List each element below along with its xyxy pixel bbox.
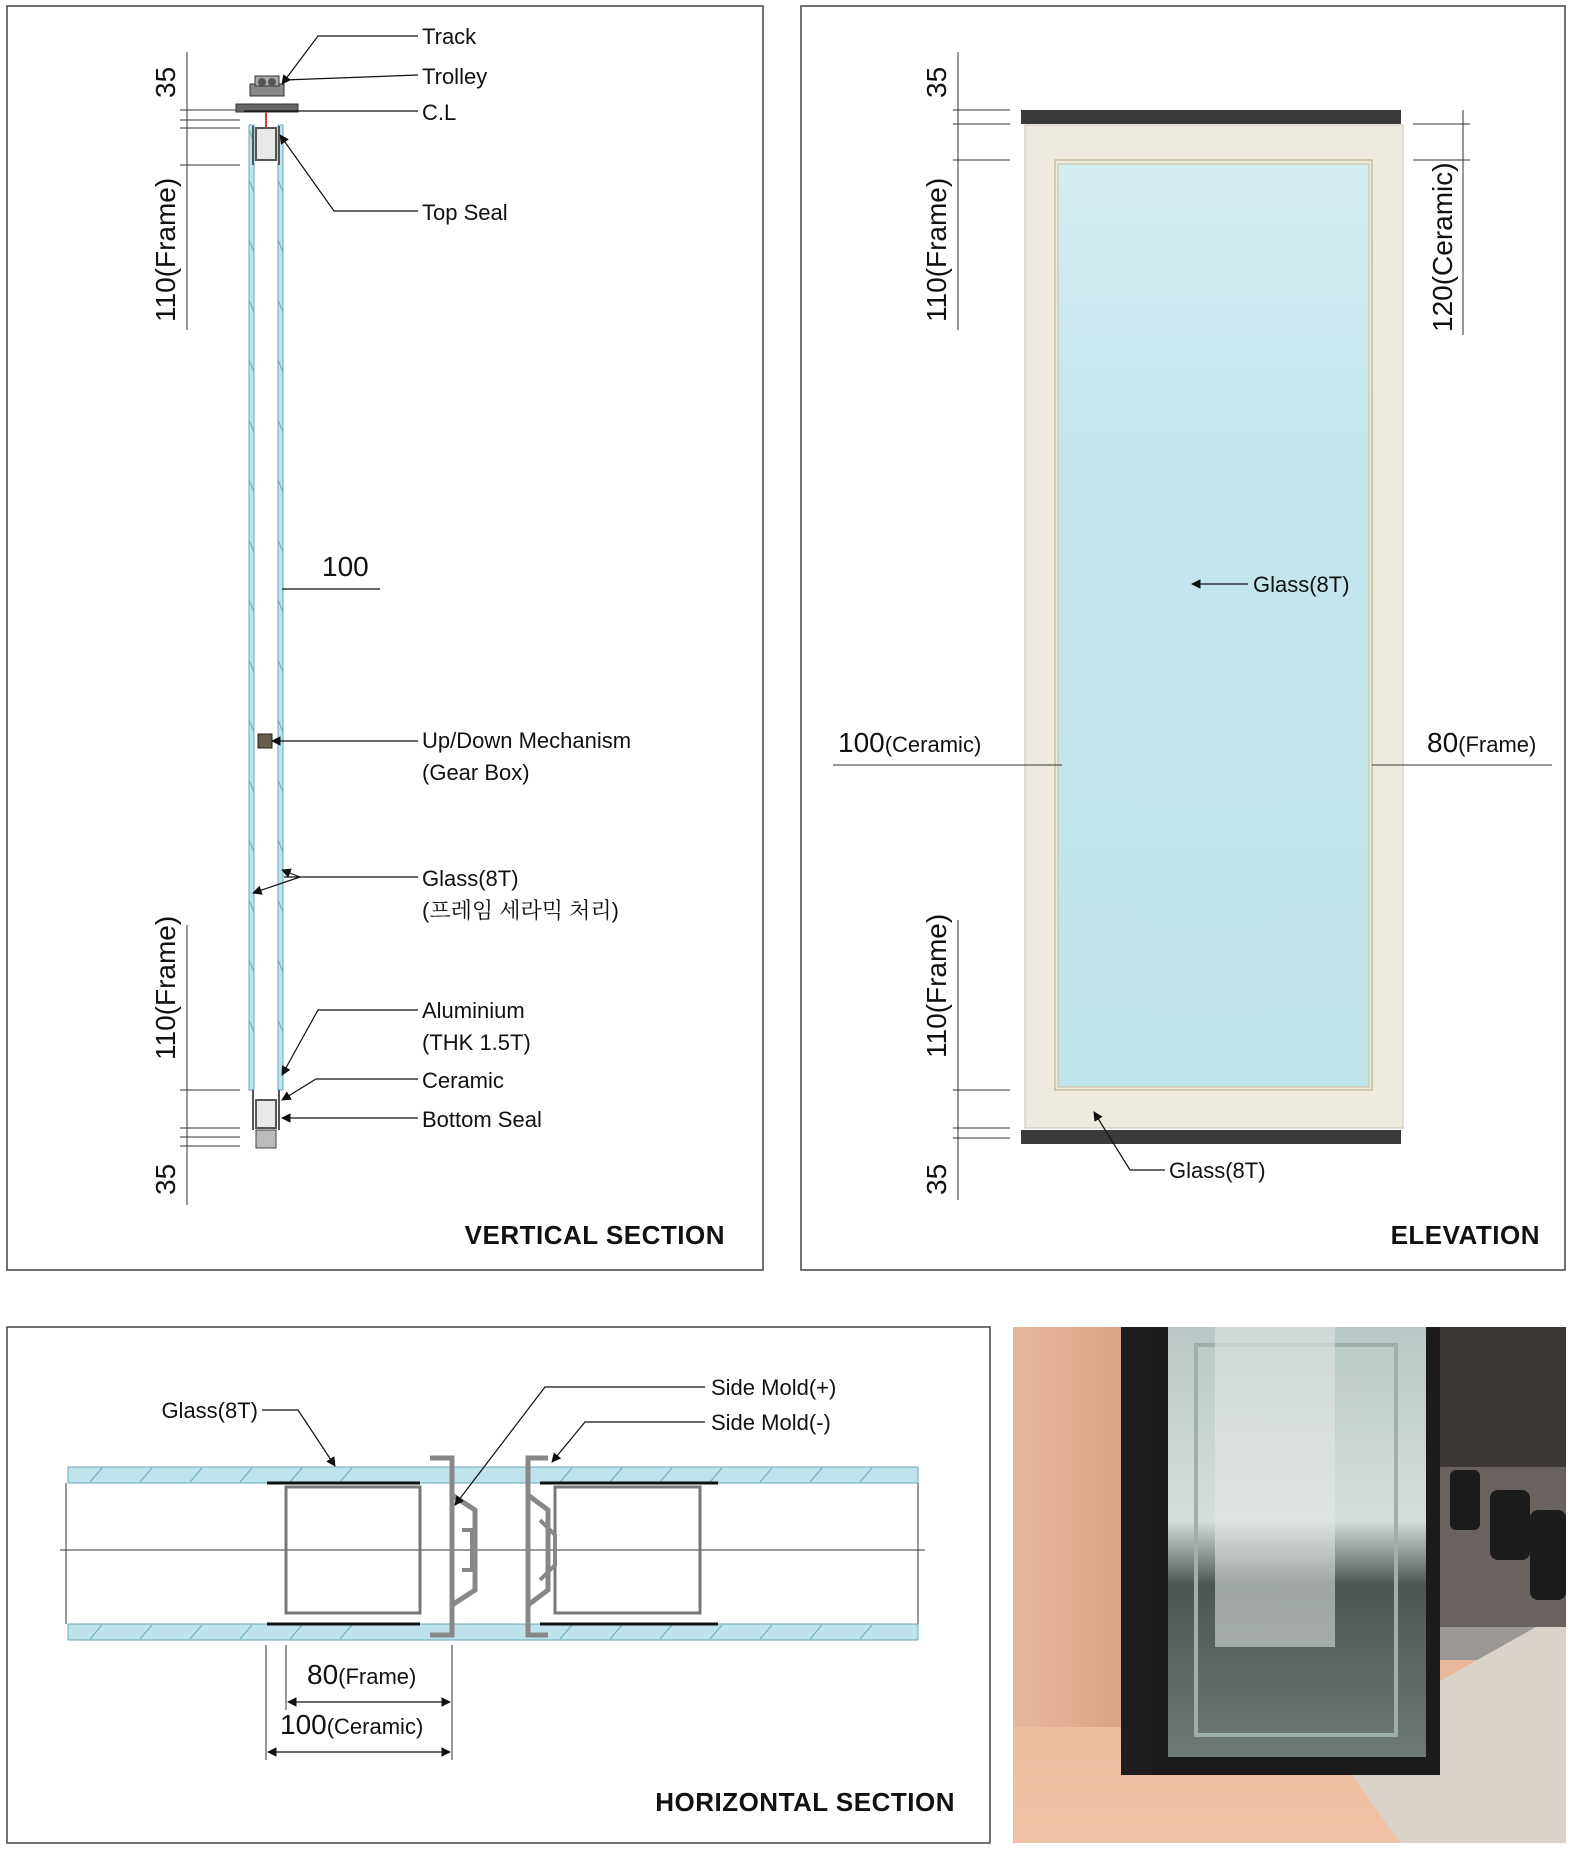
elevation-bottom-track xyxy=(1021,1130,1401,1144)
elevation-glass xyxy=(1058,164,1369,1087)
dim-elevation-top-frame: 110(Frame) xyxy=(921,177,952,322)
dim-elevation-right: 80(Frame) xyxy=(1427,727,1537,758)
label-cl: C.L xyxy=(422,100,457,125)
dim-vertical-top: 35 xyxy=(150,66,181,98)
title-vertical-section: VERTICAL SECTION xyxy=(464,1220,725,1250)
label-trolley: Trolley xyxy=(422,64,488,89)
dim-vertical-top-frame: 110(Frame) xyxy=(150,177,181,322)
elevation-panel xyxy=(801,6,1565,1270)
label-mechanism-line1: Up/Down Mechanism xyxy=(422,728,632,753)
label-horizontal-glass: Glass(8T) xyxy=(161,1398,258,1423)
dim-elevation-top: 35 xyxy=(921,66,952,98)
label-elevation-glass-center: Glass(8T) xyxy=(1253,572,1350,597)
label-bottom-seal: Bottom Seal xyxy=(422,1107,542,1132)
label-elevation-glass-bottom: Glass(8T) xyxy=(1169,1158,1266,1183)
dim-elevation-right-ceramic: 120(Ceramic) xyxy=(1427,162,1458,332)
label-side-mold-minus: Side Mold(-) xyxy=(711,1410,831,1435)
title-elevation: ELEVATION xyxy=(1390,1220,1540,1250)
elevation-top-track xyxy=(1021,110,1401,124)
label-ceramic: Ceramic xyxy=(422,1068,504,1093)
title-horizontal-section: HORIZONTAL SECTION xyxy=(655,1787,955,1817)
dim-vertical-width: 100 xyxy=(322,551,369,582)
dim-vertical-bottom: 35 xyxy=(150,1163,181,1195)
dim-elevation-left: 100(Ceramic) xyxy=(838,727,982,758)
dim-horizontal-frame: 80(Frame) xyxy=(307,1659,417,1690)
dim-vertical-bottom-frame: 110(Frame) xyxy=(150,915,181,1060)
label-track: Track xyxy=(422,24,477,49)
label-side-mold-plus: Side Mold(+) xyxy=(711,1375,837,1400)
label-glass-line1: Glass(8T) xyxy=(422,866,519,891)
dim-elevation-bottom: 35 xyxy=(921,1163,952,1195)
label-mechanism-line2: (Gear Box) xyxy=(422,760,530,785)
label-aluminium-line1: Aluminium xyxy=(422,998,525,1023)
label-top-seal: Top Seal xyxy=(422,200,508,225)
vertical-section-panel xyxy=(7,6,763,1270)
label-aluminium-line2: (THK 1.5T) xyxy=(422,1030,531,1055)
dim-elevation-bottom-frame: 110(Frame) xyxy=(921,913,952,1058)
label-glass-line2: (프레임 세라믹 처리) xyxy=(422,898,619,923)
dim-horizontal-ceramic: 100(Ceramic) xyxy=(280,1709,424,1740)
product-photo xyxy=(1013,1327,1566,1843)
horizontal-section-panel xyxy=(7,1327,990,1843)
